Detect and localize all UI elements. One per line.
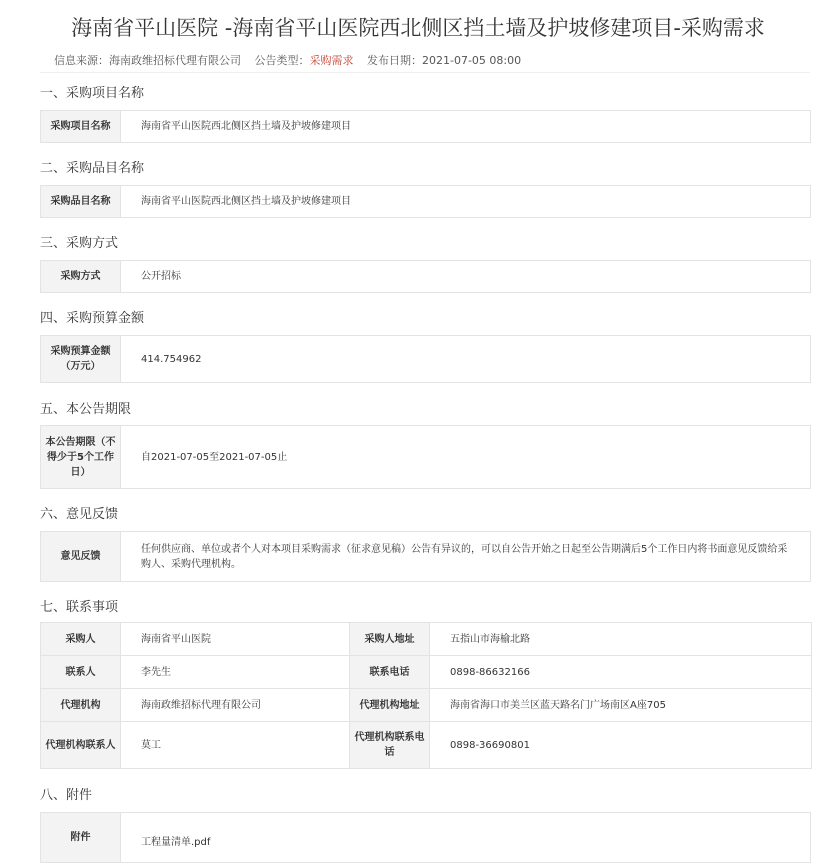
period-label: 本公告期限（不得少于5个工作日）	[41, 426, 121, 489]
source-value: 海南政维招标代理有限公司	[109, 54, 241, 67]
agency-address-value: 海南省海口市美兰区蓝天路名门广场南区A座705	[430, 689, 812, 722]
section-title-category: 二、采购品目名称	[40, 161, 145, 176]
agency-value: 海南政维招标代理有限公司	[121, 689, 350, 722]
purchaser-address-value: 五指山市海榆北路	[430, 623, 812, 656]
section-title-project-name: 一、采购项目名称	[40, 86, 145, 101]
method-label: 采购方式	[41, 261, 121, 293]
category-value: 海南省平山医院西北侧区挡土墙及护坡修建项目	[121, 186, 811, 218]
purchaser-label: 采购人	[41, 623, 121, 656]
feedback-table	[40, 531, 811, 582]
meta-divider	[40, 72, 810, 73]
section-title-contacts: 七、联系事项	[40, 600, 119, 615]
agency-label: 代理机构	[41, 689, 121, 722]
agency-contact-label: 代理机构联系人	[41, 722, 121, 769]
contact-phone-value: 0898-86632166	[430, 656, 812, 689]
section-title-attachments: 八、附件	[40, 788, 93, 803]
contact-row	[41, 689, 812, 722]
agency-phone-value: 0898-36690801	[430, 722, 812, 769]
attachment-label: 附件	[41, 813, 121, 863]
contact-person-value: 李先生	[121, 656, 350, 689]
project-name-label: 采购项目名称	[41, 111, 121, 143]
feedback-label: 意见反馈	[41, 532, 121, 582]
type-label: 公告类型：	[254, 54, 310, 67]
budget-value: 414.754962	[121, 336, 811, 383]
contact-row	[41, 623, 812, 656]
project-name-value: 海南省平山医院西北侧区挡土墙及护坡修建项目	[121, 111, 811, 143]
contact-row	[41, 722, 812, 769]
method-table	[40, 260, 811, 293]
project-name-table	[40, 110, 811, 143]
method-value: 公开招标	[121, 261, 811, 293]
purchaser-value: 海南省平山医院	[121, 623, 350, 656]
page-title: 海南省平山医院 -海南省平山医院西北侧区挡土墙及护坡修建项目-采购需求	[71, 16, 765, 40]
category-label: 采购品目名称	[41, 186, 121, 218]
contacts-table	[40, 622, 812, 769]
agency-contact-value: 莫工	[121, 722, 350, 769]
section-title-budget: 四、采购预算金额	[40, 311, 145, 326]
attachments-table	[40, 812, 811, 863]
agency-phone-label: 代理机构联系电话	[350, 722, 430, 769]
period-value: 自2021-07-05至2021-07-05止	[121, 426, 811, 489]
feedback-value: 任何供应商、单位或者个人对本项目采购需求（征求意见稿）公告有异议的，可以自公告开始之日起至公告期满后5个工作日内将书面意见反馈给采购人、采购代理机构。	[121, 532, 811, 582]
section-title-period: 五、本公告期限	[40, 402, 132, 417]
source-label: 信息来源：	[54, 54, 109, 67]
agency-address-label: 代理机构地址	[350, 689, 430, 722]
contact-person-label: 联系人	[41, 656, 121, 689]
meta-info	[54, 52, 521, 68]
category-table	[40, 185, 811, 218]
section-title-feedback: 六、意见反馈	[40, 507, 119, 522]
contact-phone-label: 联系电话	[350, 656, 430, 689]
type-value: 采购需求	[309, 54, 354, 67]
attachment-link[interactable]: 工程量清单.pdf	[121, 813, 811, 863]
budget-label: 采购预算金额（万元）	[41, 336, 121, 383]
contact-row	[41, 656, 812, 689]
budget-table	[40, 335, 811, 383]
date-label: 发布日期：	[367, 54, 422, 67]
purchaser-address-label: 采购人地址	[350, 623, 430, 656]
section-title-method: 三、采购方式	[40, 236, 119, 251]
date-value: 2021-07-05 08:00	[422, 54, 522, 67]
period-table	[40, 425, 811, 489]
